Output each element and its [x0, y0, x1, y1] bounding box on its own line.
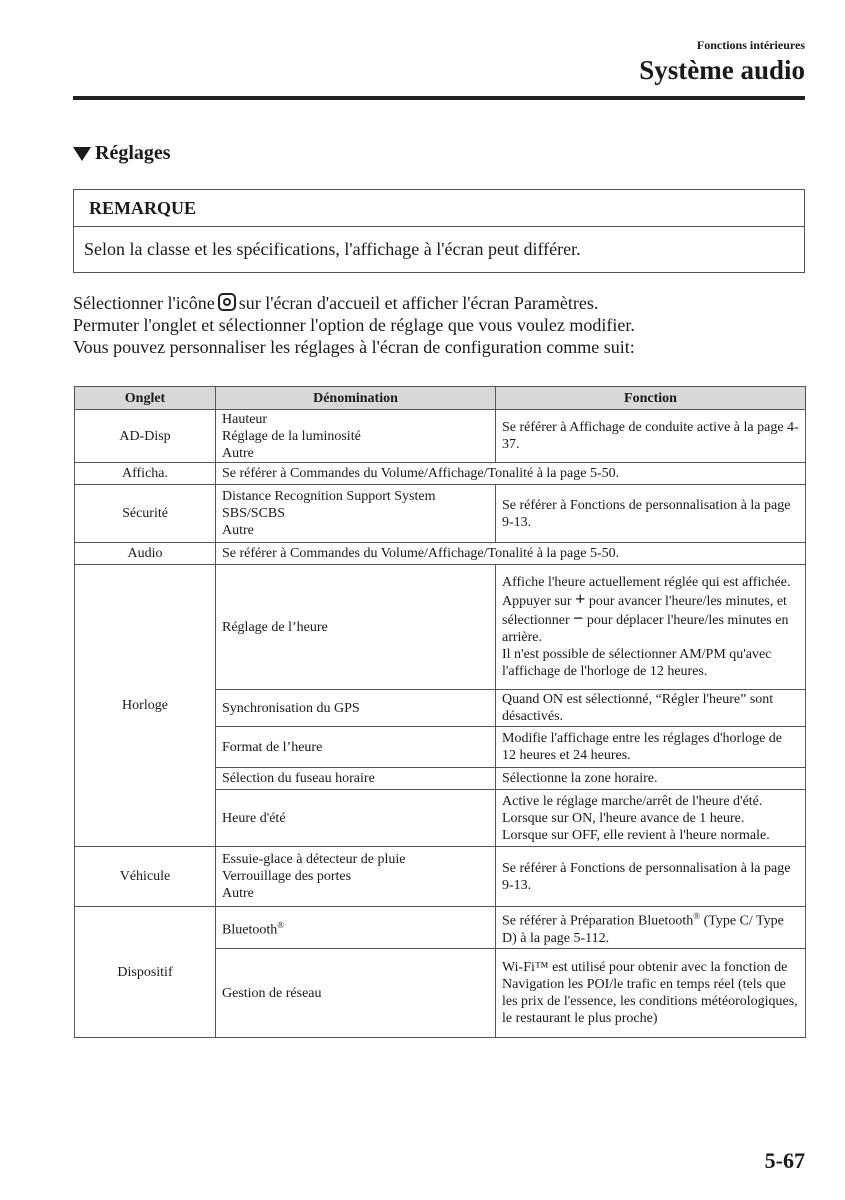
name-item: Essuie-glace à détecteur de pluie [222, 852, 406, 867]
tab-horloge: Horloge [75, 565, 216, 847]
gps-sync-function: Quand ON est sélectionné, “Régler l'heure” sont désactivés. [496, 690, 806, 727]
table-row [75, 847, 806, 907]
name-item: Hauteur [222, 411, 268, 427]
table-header-row [75, 387, 806, 410]
func-plus-text: pour avancer l'heure/les minutes, et sélectionner [502, 594, 787, 628]
func-press-text: Appuyer sur [502, 594, 572, 609]
time-setting-function [496, 565, 806, 690]
minus-icon: − [573, 608, 584, 628]
securite-names [216, 485, 496, 543]
note-title: REMARQUE [74, 190, 804, 227]
ad-disp-function: Se référer à Affichage de conduite active à la page 4-37. [496, 410, 806, 463]
name-item: Autre [222, 523, 254, 538]
note-box [73, 189, 805, 273]
tab-vehicule: Véhicule [75, 847, 216, 907]
header-rule [73, 96, 805, 100]
func-line: Lorsque sur ON, l'heure avance de 1 heure. [502, 810, 745, 826]
plus-icon: + [575, 589, 586, 609]
header-function: Fonction [496, 387, 806, 410]
intro-line-1 [73, 292, 813, 314]
header-section-label: Fonctions intérieures [696, 38, 805, 52]
bluetooth-name [216, 907, 496, 949]
settings-gear-icon [218, 293, 236, 311]
func-line: Il n'est possible de sélectionner AM/PM qu'avec l'affichage de l'horloge de 12 heures. [502, 647, 772, 679]
page-title: Système audio [639, 55, 805, 85]
note-text: Selon la classe et les spécifications, l'affichage à l'écran peut différer. [84, 239, 581, 259]
bluetooth-func-after: (Type C/ Type D) à la page 5-112. [502, 913, 784, 946]
func-line: Affiche l'heure actuellement réglée qui est affichée. [502, 575, 791, 590]
bluetooth-name-text: Bluetooth [222, 922, 278, 938]
tab-ad-disp: AD-Disp [75, 410, 216, 463]
name-item: Verrouillage des portes [222, 869, 352, 884]
registered-mark: ® [277, 919, 285, 930]
name-item: Distance Recognition Support System [222, 489, 436, 504]
tab-dispositif: Dispositif [75, 907, 216, 1038]
func-line [502, 591, 799, 646]
time-setting-name: Réglage de l’heure [216, 565, 496, 690]
dst-function [496, 790, 806, 847]
audio-text: Se référer à Commandes du Volume/Affichage/Tonalité à la page 5-50. [216, 543, 806, 565]
name-item: Réglage de la luminosité [222, 428, 361, 444]
section-heading [73, 142, 171, 165]
name-item: SBS/SCBS [222, 506, 286, 521]
name-item: Autre [222, 886, 254, 901]
securite-function: Se référer à Fonctions de personnalisation à la page 9-13. [496, 485, 806, 543]
header-tab: Onglet [75, 387, 216, 410]
ad-disp-names [216, 410, 496, 463]
table-row [75, 410, 806, 463]
intro-text [73, 292, 813, 358]
table-row [75, 907, 806, 949]
func-line: Active le réglage marche/arrêt de l'heure d'été. [502, 793, 763, 809]
func-line: Lorsque sur OFF, elle revient à l'heure normale. [502, 827, 770, 843]
timezone-function: Sélectionne la zone horaire. [496, 768, 806, 790]
network-function: Wi-Fi™ est utilisé pour obtenir avec la fonction de Navigation les POI/le trafic en temps réel (tels que les prix de l'essence, les conditions météorologiques, le restaurant le plus proche) [496, 949, 806, 1038]
page-number: 5-67 [764, 1148, 805, 1173]
registered-mark: ® [693, 911, 701, 922]
vehicule-names [216, 847, 496, 907]
table-row [75, 543, 806, 565]
table-row [75, 565, 806, 690]
table-row [75, 463, 806, 485]
settings-table [74, 386, 806, 1038]
triangle-down-icon [73, 147, 91, 161]
section-heading-text: Réglages [95, 142, 171, 164]
dst-name: Heure d'été [216, 790, 496, 847]
tab-afficha: Afficha. [75, 463, 216, 485]
table-row [75, 485, 806, 543]
intro-line-2: Permuter l'onglet et sélectionner l'option de réglage que vous voulez modifier. [73, 315, 635, 335]
gps-sync-name: Synchronisation du GPS [216, 690, 496, 727]
timezone-name: Sélection du fuseau horaire [216, 768, 496, 790]
time-format-name: Format de l’heure [216, 727, 496, 768]
afficha-text: Se référer à Commandes du Volume/Affichage/Tonalité à la page 5-50. [216, 463, 806, 485]
bluetooth-function [496, 907, 806, 949]
intro-line-1-after: sur l'écran d'accueil et afficher l'écran Paramètres. [238, 293, 599, 313]
intro-line-1-before: Sélectionner l'icône [73, 293, 215, 313]
vehicule-function: Se référer à Fonctions de personnalisation à la page 9-13. [496, 847, 806, 907]
time-format-function: Modifie l'affichage entre les réglages d'horloge de 12 heures et 24 heures. [496, 727, 806, 768]
func-minus-text: pour déplacer l'heure/les minutes en arrière. [502, 613, 789, 645]
network-name: Gestion de réseau [216, 949, 496, 1038]
tab-securite: Sécurité [75, 485, 216, 543]
tab-audio: Audio [75, 543, 216, 565]
header-name: Dénomination [216, 387, 496, 410]
bluetooth-func-before: Se référer à Préparation Bluetooth [502, 913, 694, 929]
intro-line-3: Vous pouvez personnaliser les réglages à l'écran de configuration comme suit: [73, 337, 635, 357]
name-item: Autre [222, 445, 254, 461]
